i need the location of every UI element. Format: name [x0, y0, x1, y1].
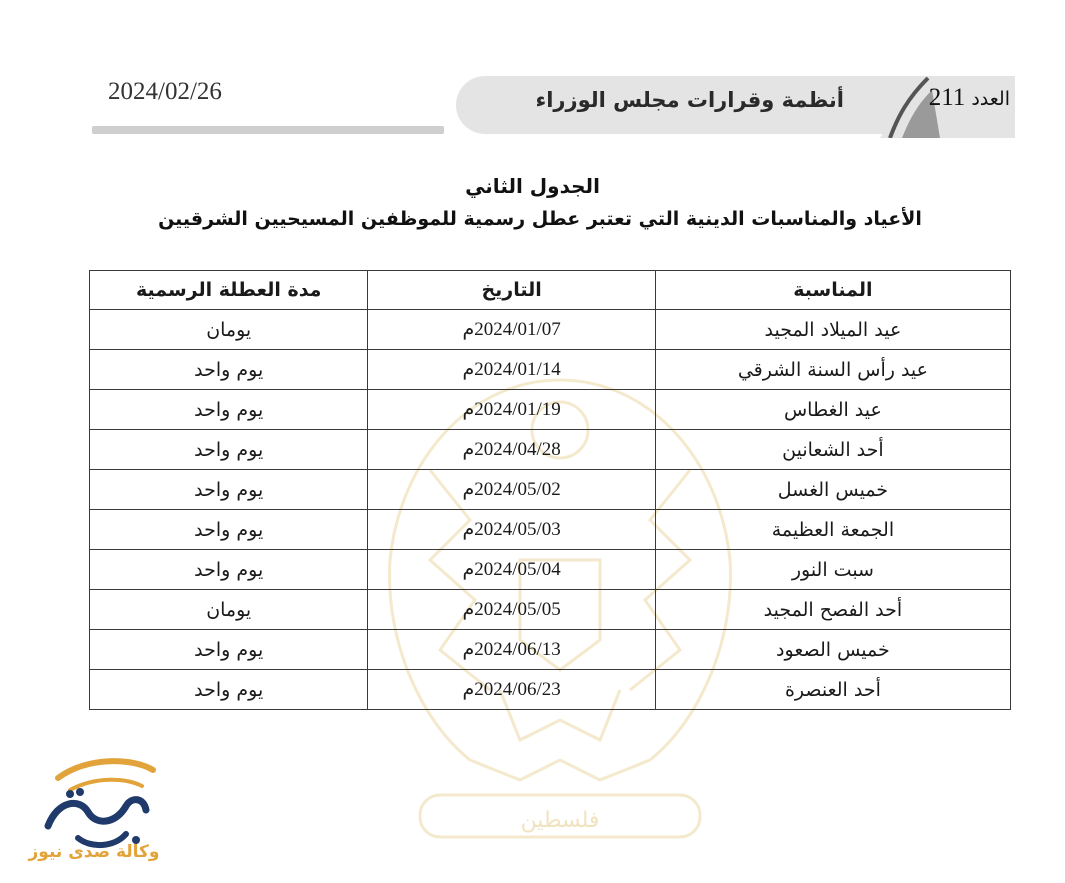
logo-caption: وكالة صدى نيوز	[28, 842, 160, 862]
occasion-cell: عيد الميلاد المجيد	[655, 310, 1010, 350]
occasion-cell: الجمعة العظيمة	[655, 510, 1010, 550]
occasion-cell: أحد العنصرة	[655, 670, 1010, 710]
table-row	[90, 670, 1011, 710]
table-number: الجدول الثاني	[465, 174, 600, 198]
date-cell: 2024/05/05م	[368, 590, 655, 630]
duration-cell: يوم واحد	[90, 510, 368, 550]
table-row	[90, 550, 1011, 590]
header-duration: مدة العطلة الرسمية	[90, 271, 368, 310]
duration-cell: يوم واحد	[90, 670, 368, 710]
date-cell: 2024/05/02م	[368, 470, 655, 510]
occasion-cell: سبت النور	[655, 550, 1010, 590]
header-rule	[92, 126, 444, 134]
occasion-cell: أحد الفصح المجيد	[655, 590, 1010, 630]
table-row	[90, 630, 1011, 670]
table-row	[90, 470, 1011, 510]
table-row	[90, 350, 1011, 390]
occasion-cell: خميس الغسل	[655, 470, 1010, 510]
issue-number	[929, 84, 1010, 112]
date-cell: 2024/01/07م	[368, 310, 655, 350]
gazette-title: أنظمة وقرارات مجلس الوزراء	[535, 88, 844, 112]
duration-cell: يوم واحد	[90, 350, 368, 390]
table-row	[90, 390, 1011, 430]
date-cell: 2024/05/04م	[368, 550, 655, 590]
duration-cell: يوم واحد	[90, 430, 368, 470]
duration-cell: يوم واحد	[90, 470, 368, 510]
date-cell: 2024/04/28م	[368, 430, 655, 470]
date-cell: 2024/06/13م	[368, 630, 655, 670]
duration-cell: يوم واحد	[90, 630, 368, 670]
date-cell: 2024/01/19م	[368, 390, 655, 430]
table-row	[90, 310, 1011, 350]
occasion-cell: أحد الشعانين	[655, 430, 1010, 470]
duration-cell: يوم واحد	[90, 550, 368, 590]
duration-cell: يومان	[90, 310, 368, 350]
table-row	[90, 590, 1011, 630]
date-cell: 2024/05/03م	[368, 510, 655, 550]
watermark-text: فلسطين	[520, 808, 600, 833]
table-header-row	[90, 271, 1011, 310]
occasion-cell: خميس الصعود	[655, 630, 1010, 670]
duration-cell: يومان	[90, 590, 368, 630]
date-cell: 2024/06/23م	[368, 670, 655, 710]
header-occasion: المناسبة	[655, 271, 1010, 310]
table-row	[90, 510, 1011, 550]
issue-value: 211	[928, 84, 966, 111]
occasion-cell: عيد الغطاس	[655, 390, 1010, 430]
table-row	[90, 430, 1011, 470]
occasion-cell: عيد رأس السنة الشرقي	[655, 350, 1010, 390]
issue-label: العدد	[971, 88, 1010, 110]
date-cell: 2024/01/14م	[368, 350, 655, 390]
table-title: الأعياد والمناسبات الدينية التي تعتبر عطل رسمية للموظفين المسيحيين الشرقيين	[158, 208, 922, 230]
header-date-col: التاريخ	[368, 271, 655, 310]
header-date: 2024/02/26	[108, 78, 222, 105]
holidays-table	[89, 270, 1011, 710]
duration-cell: يوم واحد	[90, 390, 368, 430]
